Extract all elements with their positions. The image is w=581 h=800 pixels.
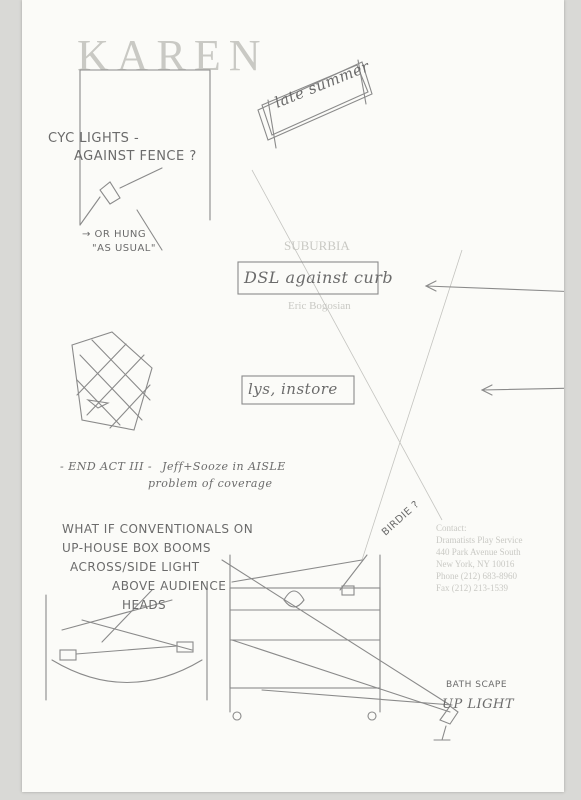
- note-end-act-label: - END ACT III -: [60, 460, 153, 473]
- note-line: ABOVE AUDIENCE: [112, 579, 227, 593]
- note-birdie: BIRDIE ?: [380, 499, 422, 539]
- ghost-show-title: SUBURBIA: [284, 238, 350, 253]
- note-bath-scape: BATH SCAPE: [446, 680, 508, 690]
- note-lys-instore: lys, instore: [248, 380, 338, 398]
- sketch-page: [22, 0, 564, 792]
- note-line: CYC LIGHTS -: [48, 131, 140, 146]
- note-cyc-lights: [48, 130, 197, 166]
- ghost-header-word: KAREN: [77, 31, 269, 80]
- set-cart-sketch: [222, 555, 458, 740]
- ghost-contact-line: Contact:: [436, 523, 467, 533]
- ghost-contact-line: 440 Park Avenue South: [436, 547, 521, 557]
- note-op-hung: [82, 228, 156, 256]
- note-line: HEADS: [122, 598, 167, 612]
- ghost-contact-line: Phone (212) 683-8960: [436, 571, 517, 581]
- note-line: → OR HUNG: [82, 229, 147, 240]
- ghost-author: Eric Bogosian: [288, 300, 351, 312]
- note-coverage: problem of coverage: [148, 477, 273, 490]
- note-line: WHAT IF CONVENTIONALS ON: [62, 522, 254, 536]
- ghost-contact-line: Fax (212) 213-1539: [436, 583, 508, 593]
- note-conventionals: [62, 520, 253, 615]
- note-late-summer: late summer: [272, 57, 373, 112]
- ghost-contact-line: Dramatists Play Service: [436, 535, 523, 545]
- note-line: UP-HOUSE BOX BOOMS: [62, 541, 211, 555]
- note-end-act: [60, 458, 286, 492]
- ghost-contact-line: New York, NY 10016: [436, 559, 515, 569]
- note-line: ACROSS/SIDE LIGHT: [70, 560, 200, 574]
- gobo-grid-sketch: [72, 332, 152, 430]
- note-up-light: UP LIGHT: [442, 697, 514, 712]
- note-line: AGAINST FENCE ?: [74, 149, 197, 164]
- note-line: "AS USUAL": [92, 243, 156, 254]
- note-jeff-sooze: Jeff+Sooze in AISLE: [162, 460, 286, 473]
- note-dsl-curb: DSL against curb: [244, 268, 394, 287]
